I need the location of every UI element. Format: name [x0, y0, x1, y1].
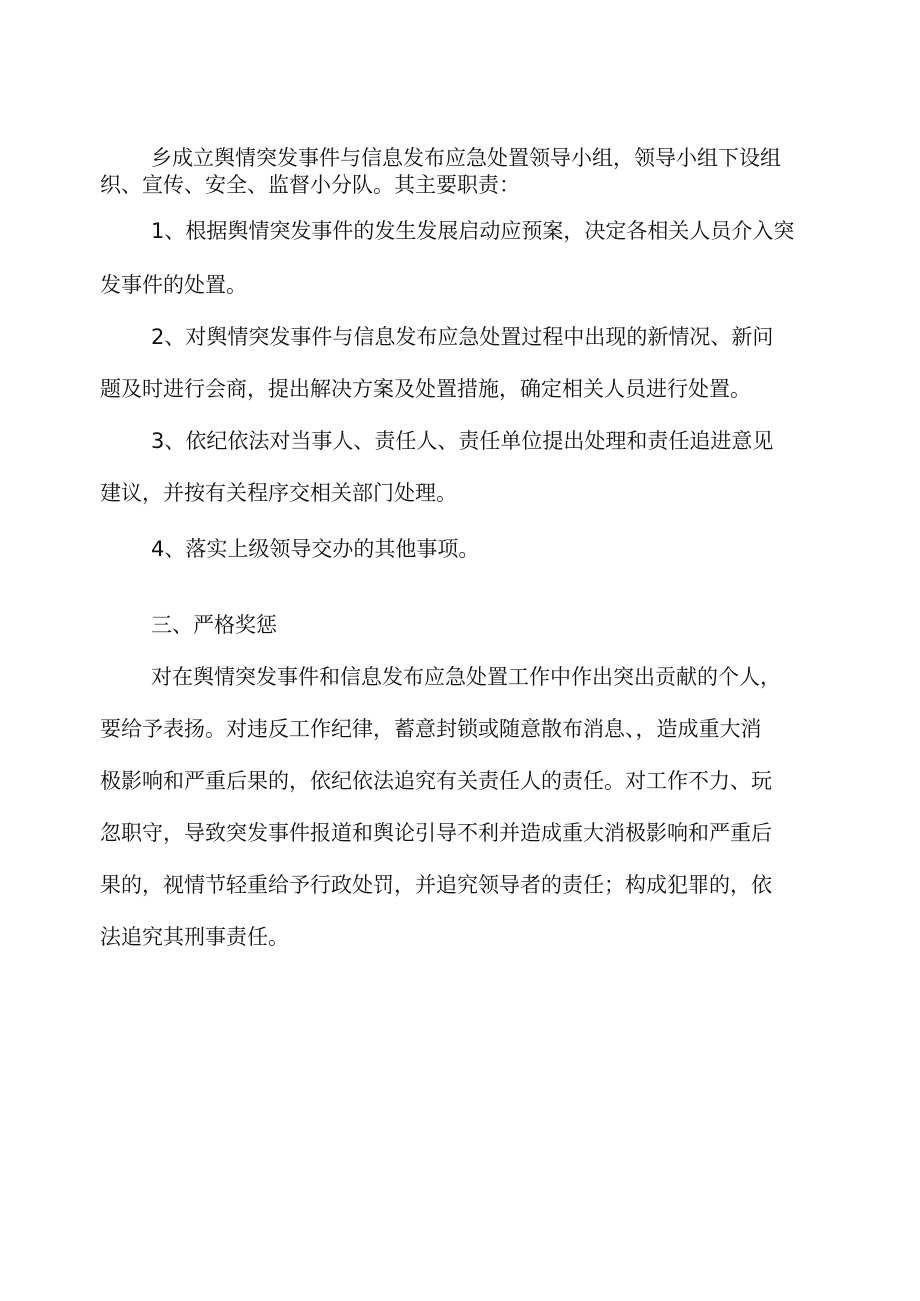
section-3-line-3: 极影响和严重后果的，依纪依法追究有关责任人的责任。对工作不力、玩: [100, 769, 772, 793]
section-3-line-4: 忽职守，导致突发事件报道和舆论引导不利并造成重大消极影响和严重后: [100, 821, 772, 845]
item-4-line-1: 4、落实上级领导交办的其他事项。: [151, 537, 480, 561]
intro-line-1: 乡成立舆情突发事件与信息发布应急处置领导小组，领导小组下设组: [151, 146, 781, 170]
section-3-line-5: 果的，视情节轻重给予行政处罚，并追究领导者的责任；构成犯罪的，依: [100, 873, 772, 897]
item-3-line-2: 建议，并按有关程序交相关部门处理。: [100, 481, 457, 505]
item-2-line-2: 题及时进行会商，提出解决方案及处置措施，确定相关人员进行处置。: [100, 377, 751, 401]
item-1-line-2: 发事件的处置。: [100, 273, 247, 297]
section-3-line-1: 对在舆情突发事件和信息发布应急处置工作中作出突出贡献的个人，: [151, 665, 781, 689]
item-2-line-1: 2、对舆情突发事件与信息发布应急处置过程中出现的新情况、新问: [151, 325, 774, 349]
item-1-line-1: 1、根据舆情突发事件的发生发展启动应预案，决定各相关人员介入突: [151, 219, 795, 243]
section-3-line-6: 法追究其刑事责任。: [100, 925, 289, 949]
section-3-heading: 三、严格奖惩: [151, 613, 277, 637]
item-3-line-1: 3、依纪依法对当事人、责任人、责任单位提出处理和责任追进意见: [151, 429, 774, 453]
intro-line-2: 织、宣传、安全、监督小分队。其主要职责：: [100, 173, 520, 197]
section-3-line-2: 要给予表扬。对违反工作纪律，蓄意封锁或随意散布消息、，造成重大消: [100, 717, 762, 741]
